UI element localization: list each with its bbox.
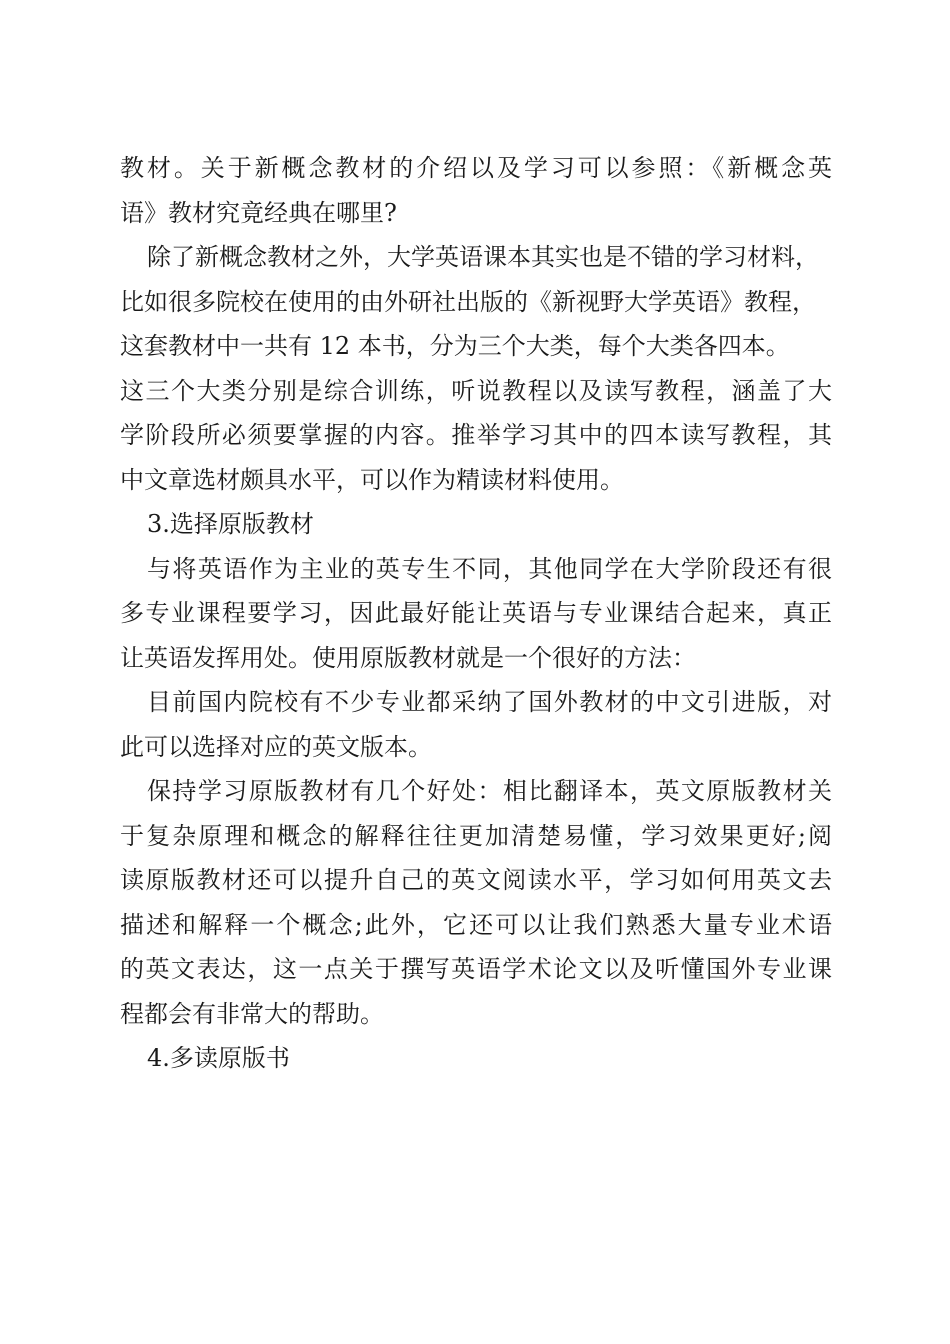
text-line: 这套教材中一共有 12 本书，分为三个大类，每个大类各四本。 — [120, 332, 790, 360]
text-line: 程都会有非常大的帮助。 — [120, 999, 384, 1028]
section-heading: 4.多读原版书 — [147, 1044, 290, 1072]
text-line: 读原版教材还可以提升自己的英文阅读水平，学习如何用英文去 — [120, 866, 832, 894]
text-line: 描述和解释一个概念;此外，它还可以让我们熟悉大量专业术语 — [120, 910, 832, 939]
section-heading: 3.选择原版教材 — [147, 510, 314, 538]
text-line: 多专业课程要学习，因此最好能让英语与专业课结合起来，真正 — [120, 599, 832, 627]
text-line: 学阶段所必须要掌握的内容。推举学习其中的四本读写教程，其 — [120, 421, 832, 449]
body-text — [120, 146, 860, 1081]
text-line: 的英文表达，这一点关于撰写英语学术论文以及听懂国外专业课 — [120, 955, 832, 983]
text-line: 让英语发挥用处。使用原版教材就是一个很好的方法： — [120, 643, 696, 672]
paragraph-start-line: 目前国内院校有不少专业都采纳了国外教材的中文引进版，对 — [147, 688, 832, 716]
text-line: 于复杂原理和概念的解释往往更加清楚易懂，学习效果更好;阅 — [120, 821, 832, 850]
paragraph-start-line: 与将英语作为主业的英专生不同，其他同学在大学阶段还有很 — [147, 554, 832, 583]
text-line: 中文章选材颇具水平，可以作为精读材料使用。 — [120, 465, 624, 494]
paragraph-start-line: 除了新概念教材之外，大学英语课本其实也是不错的学习材料， — [147, 243, 819, 271]
text-line: 语》教材究竟经典在哪里? — [120, 198, 397, 227]
text-line: 比如很多院校在使用的由外研社出版的《新视野大学英语》教程， — [120, 287, 816, 316]
text-line: 教材。关于新概念教材的介绍以及学习可以参照：《新概念英 — [120, 154, 832, 182]
text-line: 这三个大类分别是综合训练，听说教程以及读写教程，涵盖了大 — [120, 376, 832, 405]
paragraph-start-line: 保持学习原版教材有几个好处：相比翻译本，英文原版教材关 — [147, 777, 832, 805]
text-line: 此可以选择对应的英文版本。 — [120, 732, 432, 761]
